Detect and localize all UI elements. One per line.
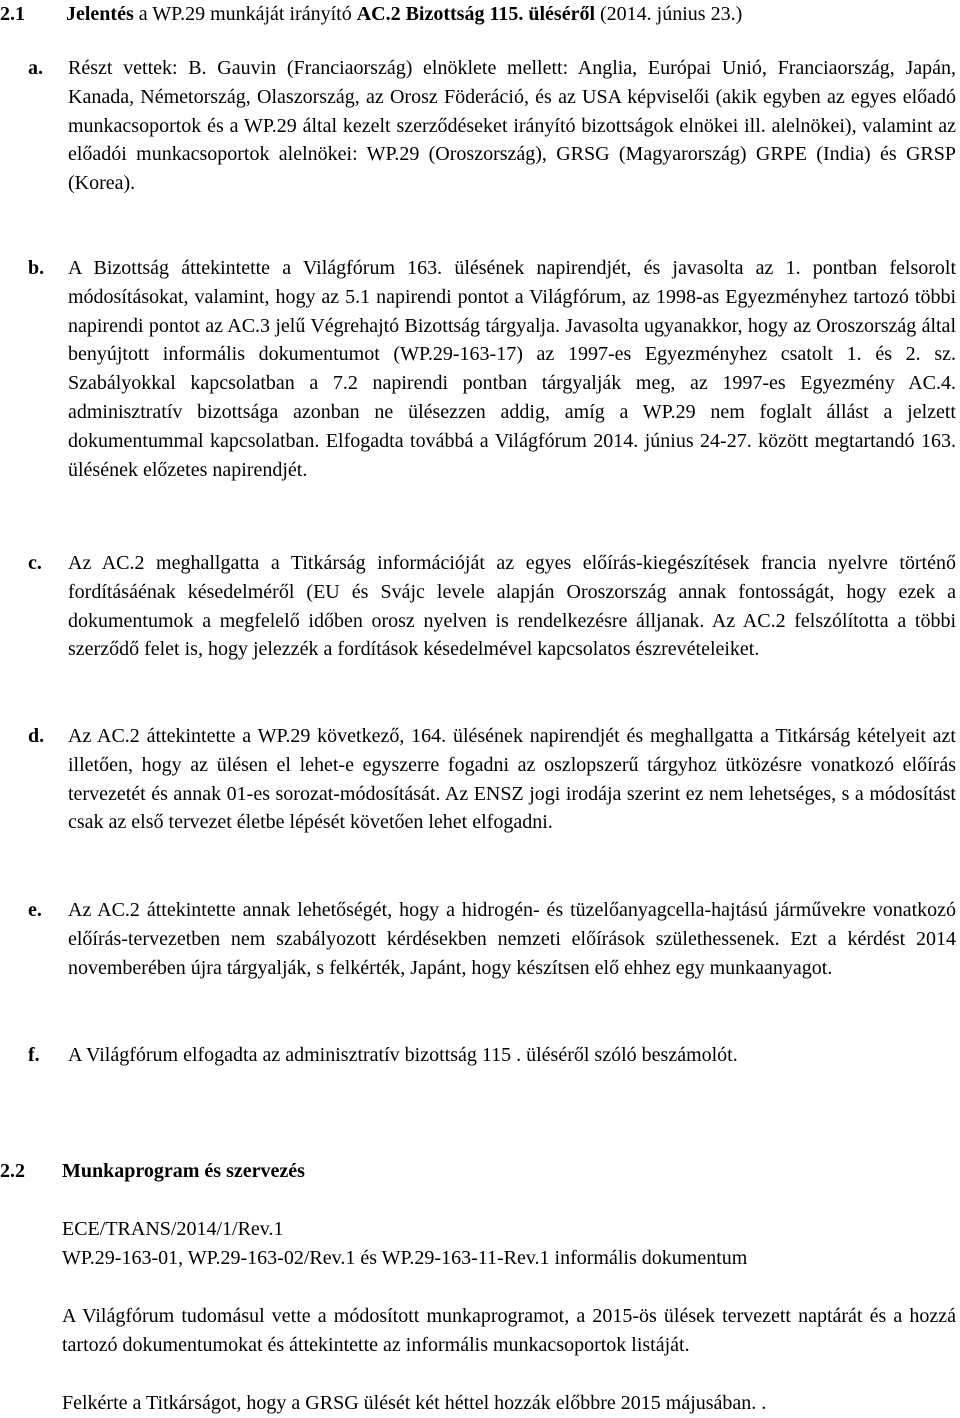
- section-title-bold-2: AC.2 Bizottság 115. üléséről: [356, 3, 596, 25]
- document-reference-1: ECE/TRANS/2014/1/Rev.1: [62, 1218, 284, 1240]
- section-heading-2-1: [0, 0, 742, 28]
- section-title-date: (2014. június 23.): [595, 3, 743, 25]
- item-text: Az AC.2 áttekintette annak lehetőségét, hogy a hidrogén- és tüzelőanyagcella-hajtású járművekre vonatkozó előírás-tervezetben nem szabályozott kérdésekben nemzeti előírások születhessenek. Ezt a kérdést 2014 novemberében újra tárgyalják, s felkérték, Japánt, hogy készítsen elő ehhez egy munkaanyagot.: [68, 899, 956, 979]
- item-label: b.: [28, 257, 45, 279]
- item-text: A Világfórum elfogadta az adminisztratív bizottság 115 . üléséről szóló beszámolót.: [68, 1044, 738, 1066]
- section-number: 2.2: [0, 1160, 25, 1182]
- item-text: Az AC.2 áttekintette a WP.29 következő, 164. ülésének napirendjét és meghallgatta a Titkárság kételyeit azt illetően, hogy az ülésen el lehet-e egyszerre fogadni az oszlopszerű tárgyhoz ütközésre vonatkozó előírás tervezetét és annak 01-es sorozat-módosítását. Az ENSZ jogi irodája szerint ez nem lehetséges, s a módosítást csak az első tervezet életbe lépését követően lehet elfogadni.: [68, 725, 956, 834]
- document-reference-2: WP.29-163-01, WP.29-163-02/Rev.1 és WP.29-163-11-Rev.1 informális dokumentum: [62, 1247, 748, 1269]
- section-title-bold: Jelentés: [66, 3, 134, 25]
- item-text: A Bizottság áttekintette a Világfórum 163. ülésének napirendjét, és javasolta az 1. pontban felsorolt módosításokat, valamint, hogy az 5.1 napirendi pontot a Világfórum, az 1998-as Egyezményhez tartozó többi napirendi pontot az AC.3 jelű Végrehajtó Bizottság tárgyalja. Javasolta ugyanakkor, hogy az Oroszország által benyújtott informális dokumentumot (WP.29-163-17) az 1997-es Egyezményhez csatolt 1. és 2. sz. Szabályokkal kapcsolatban a 7.2 napirendi pontban tárgyalják meg, az 1997-es Egyezmény AC.4. adminisztratív bizottsága azonban ne ülésezzen addig, amíg a WP.29 nem foglalt állást a jelzett dokumentummal kapcsolatban. Elfogadta továbbá a Világfórum 2014. június 24-27. között megtartandó 163. ülésének előzetes napirendjét.: [68, 257, 956, 481]
- paragraph-program: A Világfórum tudomásul vette a módosított munkaprogramot, a 2015-ös ülések tervezett naptárát és a hozzá tartozó dokumentumokat és áttekintette az informális munkacsoportok listáját.: [62, 1305, 956, 1356]
- paragraph-request: Felkérte a Titkárságot, hogy a GRSG ülését két héttel hozzák előbbre 2015 májusában. .: [62, 1392, 767, 1414]
- section-heading-2-2: [0, 1157, 305, 1185]
- section-title-mid: a WP.29 munkáját irányító: [133, 3, 357, 25]
- item-label: e.: [28, 899, 42, 921]
- section-title: Munkaprogram és szervezés: [62, 1160, 305, 1182]
- item-text: Részt vettek: B. Gauvin (Franciaország) elnöklete mellett: Anglia, Európai Unió, Franciaország, Japán, Kanada, Németország, Olaszország, az Orosz Föderáció, és az USA képviselői (akik egyben az egyes előadó munkacsoportok és a WP.29 által kezelt szerződéseket irányító bizottságok elnökei ill. alelnökei), valamint az előadói munkacsoportok alelnökei: WP.29 (Oroszország), GRSG (Magyarország) GRPE (India) és GRSP (Korea).: [68, 57, 956, 195]
- item-label: c.: [28, 552, 42, 574]
- item-label: f.: [28, 1044, 40, 1066]
- item-label: d.: [28, 725, 45, 747]
- section-number: 2.1: [0, 3, 25, 25]
- item-text: Az AC.2 meghallgatta a Titkárság információját az egyes előírás-kiegészítések francia nyelvre történő fordításáénak késedelméről (EU és Svájc levele alapján Oroszország annak fontosságát, hogy ezek a dokumentumok a megfelelő időben orosz nyelven is rendelkezésre álljanak. Az AC.2 felszólította a többi szerződő felet is, hogy jelezzék a fordítások késedelmével kapcsolatos észrevételeiket.: [68, 552, 956, 661]
- item-label: a.: [28, 57, 43, 79]
